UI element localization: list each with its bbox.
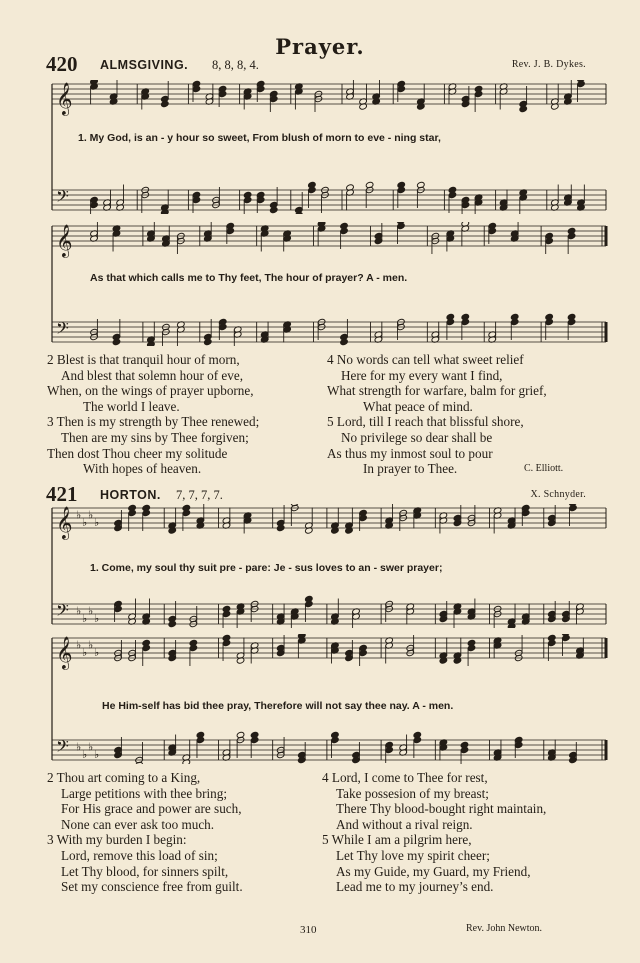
tune-name: ALMSGIVING. xyxy=(100,58,189,72)
verse-line: 3 Then is my strength by Thee renewed; xyxy=(47,414,260,430)
lyric-line: 1. Come, my soul thy suit pre - pare: Je - sus loves to an - swer prayer; xyxy=(90,562,443,574)
svg-text:𝄞: 𝄞 xyxy=(56,506,73,539)
verse-line: Here for my every want I find, xyxy=(341,367,503,383)
music-notation xyxy=(48,222,610,346)
svg-text:𝄢: 𝄢 xyxy=(56,186,69,210)
composer: X. Schnyder. xyxy=(530,489,586,500)
tune-name: HORTON. xyxy=(100,488,161,502)
music-system-420-1 xyxy=(48,80,610,214)
verse-line: What strength for warfare, balm for grief, xyxy=(327,383,547,399)
svg-text:♭: ♭ xyxy=(94,612,100,625)
lyric-line: As that which calls me to Thy feet, The hour of prayer? A - men. xyxy=(90,272,408,284)
verses-right xyxy=(322,770,546,895)
svg-text:𝄢: 𝄢 xyxy=(56,318,69,342)
svg-text:♭: ♭ xyxy=(82,748,88,761)
verses-left xyxy=(47,770,243,895)
music-notation xyxy=(48,634,610,764)
svg-text:♭: ♭ xyxy=(88,508,94,522)
verse-line: There Thy blood-bought right maintain, xyxy=(336,801,547,817)
music-system-420-2 xyxy=(48,222,610,346)
verse-line: Then are my sins by Thee forgiven; xyxy=(61,429,249,445)
verse-line: Set my conscience free from guilt. xyxy=(61,879,243,895)
music-notation xyxy=(48,80,610,214)
section-title: Prayer. xyxy=(275,34,365,59)
verse-line: As my Guide, my Guard, my Friend, xyxy=(336,863,531,879)
lyric-line: He Him-self has bid thee pray, Therefore will not say thee nay. A - men. xyxy=(102,700,454,712)
svg-text:♭: ♭ xyxy=(76,604,82,618)
svg-text:♭: ♭ xyxy=(82,516,88,529)
meter: 8, 8, 8, 4. xyxy=(212,58,259,72)
verse-line: Let Thy blood, for sinners spilt, xyxy=(61,863,229,879)
svg-text:♭: ♭ xyxy=(76,638,82,652)
verse-line: With hopes of heaven. xyxy=(83,461,202,477)
verse-line: And without a rival reign. xyxy=(336,816,473,832)
verse-line: Let Thy love my spirit cheer; xyxy=(336,847,490,863)
verse-line: As thus my inmost soul to pour xyxy=(327,445,493,461)
meter: 7, 7, 7, 7. xyxy=(176,488,223,502)
svg-text:♭: ♭ xyxy=(94,516,100,529)
svg-text:𝄞: 𝄞 xyxy=(56,82,73,115)
verse-line: No privilege so dear shall be xyxy=(341,429,493,445)
verse-line: Take possesion of my breast; xyxy=(336,785,489,801)
verse-line: Then dost Thou cheer my solitude xyxy=(47,445,228,461)
hymn-number: 420 xyxy=(46,52,78,76)
svg-text:𝄢: 𝄢 xyxy=(56,600,69,624)
svg-text:♭: ♭ xyxy=(76,740,82,754)
author: Rev. John Newton. xyxy=(466,923,543,934)
hymn-number: 421 xyxy=(46,482,78,506)
svg-text:𝄞: 𝄞 xyxy=(56,636,73,669)
verse-line: In prayer to Thee. xyxy=(363,461,458,477)
verse-line: 2 Thou art coming to a King, xyxy=(47,770,201,785)
verse-line: 4 No words can tell what sweet relief xyxy=(327,352,524,367)
svg-text:♭: ♭ xyxy=(76,508,82,522)
verse-line: 5 Lord, till I reach that blissful shore, xyxy=(327,414,524,430)
music-system-421-2 xyxy=(48,634,610,764)
author: C. Elliott. xyxy=(524,463,564,474)
verse-line: 5 While I am a pilgrim here, xyxy=(322,832,472,848)
svg-text:♭: ♭ xyxy=(94,646,100,659)
hymn-420-header xyxy=(0,52,640,78)
verse-line: For His grace and power are such, xyxy=(61,801,242,817)
svg-text:♭: ♭ xyxy=(88,604,94,618)
lyric-line: 1. My God, is an - y hour so sweet, From blush of morn to eve - ning star, xyxy=(78,132,441,144)
composer: Rev. J. B. Dykes. xyxy=(511,59,586,70)
verse-line: Large petitions with thee bring; xyxy=(61,785,228,801)
verse-line: What peace of mind. xyxy=(363,398,473,414)
svg-text:♭: ♭ xyxy=(82,612,88,625)
svg-text:𝄢: 𝄢 xyxy=(56,736,69,760)
svg-text:♭: ♭ xyxy=(88,740,94,754)
svg-text:♭: ♭ xyxy=(88,638,94,652)
verses-right xyxy=(327,352,547,477)
page-number: 310 xyxy=(300,924,317,936)
svg-text:𝄞: 𝄞 xyxy=(56,224,73,257)
verse-line: 2 Blest is that tranquil hour of morn, xyxy=(47,352,240,367)
verse-line: 3 With my burden I begin: xyxy=(47,832,187,848)
svg-text:♭: ♭ xyxy=(94,748,100,761)
verse-line: When, on the wings of prayer upborne, xyxy=(47,383,254,399)
verse-line: Lead me to my journey’s end. xyxy=(336,879,494,895)
verse-line: The world I leave. xyxy=(83,398,180,414)
svg-text:♭: ♭ xyxy=(82,646,88,659)
verse-line: None can ever ask too much. xyxy=(61,816,215,832)
verses-left xyxy=(47,352,259,477)
verse-line: And blest that solemn hour of eve, xyxy=(61,367,244,383)
verse-line: Lord, remove this load of sin; xyxy=(61,847,218,863)
verse-line: 4 Lord, I come to Thee for rest, xyxy=(322,770,488,785)
